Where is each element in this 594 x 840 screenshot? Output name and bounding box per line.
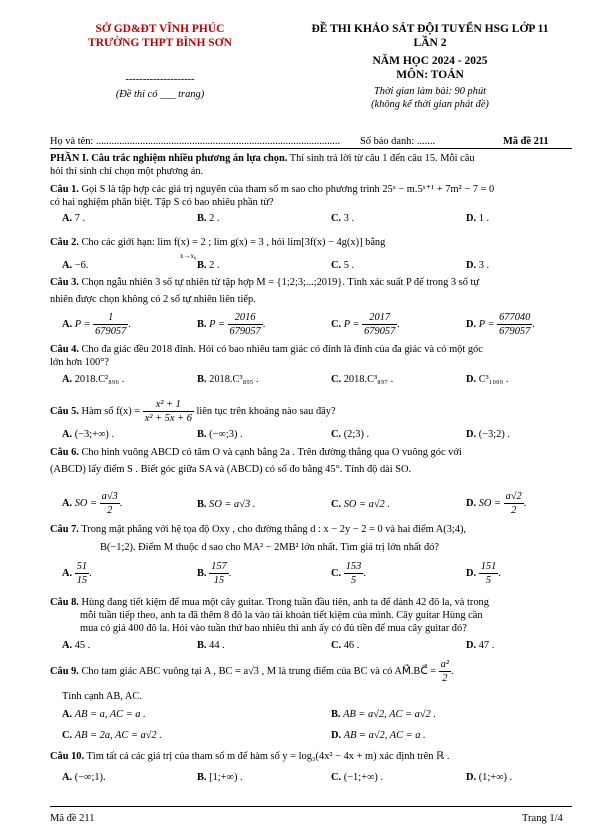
numerator: x² + 1 bbox=[143, 398, 194, 412]
option-b[interactable]: P = bbox=[209, 318, 225, 330]
option-letter: A. bbox=[62, 772, 73, 783]
option-d[interactable]: 47 . bbox=[478, 640, 495, 651]
option-letter: C. bbox=[331, 567, 342, 579]
fraction bbox=[143, 398, 194, 425]
option-letter: B. bbox=[331, 709, 341, 720]
question-text: nhiên được chọn không có 2 số tự nhiên liên tiếp. bbox=[50, 294, 256, 305]
option-letter: A. bbox=[62, 640, 73, 651]
option-b[interactable]: 2 . bbox=[209, 260, 220, 271]
question-5 bbox=[50, 398, 572, 425]
option-letter: D. bbox=[466, 213, 477, 224]
question-number: Câu 3. bbox=[50, 277, 79, 288]
question-10 bbox=[50, 750, 572, 763]
subject: MÔN: TOÁN bbox=[396, 69, 464, 82]
option-letter: D. bbox=[466, 318, 477, 330]
option-letter: B. bbox=[197, 772, 207, 783]
question-text: Gọi S là tập hợp các giá trị nguyên của tham số m sao cho phương trình 25ˣ − m.5ˣ⁺¹ + 7m² − 7 = 0 bbox=[78, 184, 495, 195]
option-letter: B. bbox=[197, 318, 207, 330]
option-letter: C. bbox=[331, 772, 342, 783]
option-c[interactable]: 46 . bbox=[343, 640, 360, 651]
question-number: Câu 2. bbox=[50, 237, 79, 248]
option-a[interactable]: 45 . bbox=[74, 640, 91, 651]
question-number: Câu 10. bbox=[50, 751, 85, 762]
question-text: có hai nghiệm phân biệt. Tập S có bao nhiêu phần tử? bbox=[50, 197, 274, 208]
exam-page: SỞ GD&ĐT VĨNH PHÚC TRƯỜNG THPT BÌNH SƠN -------------------- (Đề thi có ___ trang) ĐỀ THI KHẢO SÁT ĐỘI TUYỂN HSG LỚP 11 LẦN 2 NĂM HỌC 2024 - 2025 MÔN: TOÁN Thời gian làm bài: 90 phút (không kể thời gian phát đề) Họ và tên: .............................................................................................. Số báo danh: ....... Mã đề 211 PHẦN I. Câu trắc nghiệm nhiều phương án lựa chọn. Thí sinh trả lời từ câu 1 đến câu 15. Mỗi câu hỏi thí sinh chỉ chọn một phương án. Câu 1. Gọi S là tập hợp các giá trị nguyên của tham số m sao cho phương trình 25ˣ − m.5ˣ⁺¹ + 7m² − 7 = 0 có hai nghiệm phân biệt. Tập S có bao nhiêu phần tử? A. 7 . B. 2 . C. 3 . D. 1 . Câu 2. Cho các giới hạn: lim f(x) = 2 ; lim g(x) = 3 , hỏi lim[3f(x) − 4g(x)] bằng x→x₀ A. −6. B. 2 . C. 5 . D. 3 . Câu 3. Chọn ngẫu nhiên 3 số tự nhiên từ tập hợp M = {1;2;3;...;2019}. Tính xác suất P để trong 3 số tự nhiên được chọn không có 2 số tự nhiên liên tiếp. A. P = $\frac{1}{679057}$ . B. P = $\frac{2016}{679057}$ . C. P = $\frac{2017}{679057}$ . D. P = $\frac{677040}{679057}$ . Câu 4. Cho đa giác đều 2018 đỉnh. Hỏi có bao nhiêu tam giác có đỉnh là đỉnh của đa giác và có một góc lớn hơn 100°? A. 2018.C²₈₉₆ . B. 2018.C³₈₉₅ . C. 2018.C³₈₉₇ . D. C³₁₀₀₉ . Câu 5. Hàm số f(x) = $\frac{\text{x² + 1}}{\text{x² + 5x + 6}}$ liên tục trên khoảng nào sau đây? A. (−3;+∞) . B. (−∞;3) . C. (2;3) . D. (−3;2) . Câu 6. Cho hình vuông ABCD có tâm O và cạnh bằng 2a . Trên đường thẳng qua O vuông góc với (ABCD) lấy điểm S . Biết góc giữa SA và (ABCD) có số đo bằng 45°. Tính độ dài SO. A. SO = $\frac{a√3}{2}$ . B. SO = a√3 . C. SO = a√2 . D. SO = $\frac{a√2}{2}$ . Câu 7. Trong mặt phẳng với hệ tọa độ Oxy , cho đường thẳng d : x − 2y − 2 = 0 và hai điểm A(3;4), B(−1;2). Điểm M thuộc d sao cho MA² − 2MB² lớn nhất. Tìm giá trị lớn nhất đó? A. $\frac{51}{15}$ . B. $\frac{157}{15}$ . C. $\frac{153}{5}$ . D. $\frac{151}{5}$ . Câu 8. Hùng đang tiết kiệm để mua một cây guitar. Trong tuần đầu tiên, anh ta để dành 42 đô la, và trong mỗi tuần tiếp theo, anh ta đã thêm 8 đô la vào tài khoản tiết kiệm của mình. Cây guitar Hùng cần mua có giá 400 đô la. Hỏi vào tuần thứ bao nhiêu thì anh ấy có đủ tiền để mua cây guitar đó? A. 45 . B. 44 . C. 46 . D. 47 . Câu 9. Cho tam giác ABC vuông tại A , BC = a√3 , M là trung điểm của BC và có AM⃗.BC⃗ = $\frac{\text{a²}}{2}$ . Tính cạnh AB, AC. A. AB = a, AC = a . B. AB = a√2, AC = a√2 . C. AB = 2a, AC = a√2 . D. AB = a√2, AC = a . Câu 10. Tìm tất cả các giá trị của tham số m để hàm số y = log₃(4x² − 4x + m) xác định trên ℝ . A. (−∞;1). B. [1;+∞) . C. (−1;+∞) . D. (1;+∞) . Mã đề 211 Trang 1/4 bbox=[0, 0, 594, 840]
question-2 bbox=[50, 236, 572, 262]
option-letter: A. bbox=[62, 318, 73, 330]
denominator: 5 bbox=[485, 575, 492, 586]
dash-line: -------------------- bbox=[125, 73, 195, 85]
denominator: x² + 5x + 6 bbox=[144, 413, 192, 424]
part-heading bbox=[50, 152, 572, 178]
option-a[interactable]: −6. bbox=[74, 260, 89, 271]
numerator: 677040 bbox=[499, 312, 531, 323]
option-c[interactable] bbox=[344, 560, 364, 587]
option-b[interactable]: (−∞;3) . bbox=[209, 429, 243, 440]
numerator: a√3 bbox=[101, 491, 118, 502]
option-d[interactable]: AB = a√2, AC = a . bbox=[343, 730, 426, 741]
option-a[interactable] bbox=[75, 560, 89, 587]
question-text: Cho tam giác ABC vuông tại A , BC = a√3 , M là trung điểm của BC và có AM⃗.BC⃗ = bbox=[78, 665, 437, 677]
option-letter: A. bbox=[62, 260, 73, 271]
option-b[interactable]: AB = a√2, AC = a√2 . bbox=[343, 709, 436, 720]
option-b[interactable]: 44 . bbox=[209, 640, 225, 651]
option-letter: D. bbox=[466, 640, 477, 651]
question-number: Câu 6. bbox=[50, 447, 79, 458]
numerator: a√2 bbox=[505, 491, 522, 502]
option-letter: B. bbox=[197, 213, 207, 224]
question-number: Câu 9. bbox=[50, 665, 79, 677]
option-letter: A. bbox=[62, 429, 73, 440]
question-9: Câu 9. Cho tam giác ABC vuông tại A , BC = a√3 , M là trung điểm của BC và có AM⃗.BC⃗ = $\frac{\text{a²}}{2}$ . bbox=[50, 659, 454, 684]
option-a[interactable]: 7 . bbox=[74, 213, 86, 224]
option-d[interactable]: SO = bbox=[478, 497, 502, 509]
question-text: B(−1;2). Điểm M thuộc d sao cho MA² − 2MB² lớn nhất. Tìm giá trị lớn nhất đó? bbox=[100, 542, 439, 553]
pages-note: (Đề thi có ___ trang) bbox=[115, 88, 205, 100]
question-text: mỗi tuần tiếp theo, anh ta đã thêm 8 đô la vào tài khoản tiết kiệm của mình. Cây guitar Hùng cần bbox=[80, 610, 483, 621]
part-instruction-2: hỏi thí sinh chỉ chọn một phương án. bbox=[50, 166, 204, 177]
question-text: (ABCD) lấy điểm S . Biết góc giữa SA và (ABCD) có số đo bằng 45°. Tính độ dài SO. bbox=[50, 464, 412, 475]
header-divider bbox=[50, 148, 572, 149]
denominator: 15 bbox=[76, 575, 88, 586]
question-number: Câu 4. bbox=[50, 344, 79, 355]
question-number: Câu 5. bbox=[50, 405, 79, 417]
question-3 bbox=[50, 276, 572, 306]
denominator: 2 bbox=[107, 505, 113, 516]
option-letter: A. bbox=[62, 709, 73, 720]
numerator: 153 bbox=[345, 561, 362, 572]
student-id-line: Số báo danh: ....... bbox=[360, 136, 436, 147]
option-d[interactable]: 3 . bbox=[478, 260, 490, 271]
question-number: Câu 1. bbox=[50, 184, 79, 195]
option-a[interactable]: P = bbox=[74, 318, 91, 330]
part-title: PHẦN I. Câu trắc nghiệm nhiều phương án lựa chọn. bbox=[50, 153, 288, 164]
option-c[interactable]: 2018.C³₈₉₇ . bbox=[343, 374, 394, 385]
fraction bbox=[439, 658, 451, 685]
denominator: 2 bbox=[511, 505, 517, 516]
option-letter: B. bbox=[197, 374, 207, 385]
option-a[interactable]: SO = bbox=[74, 497, 98, 509]
denominator: 679057 bbox=[229, 326, 261, 337]
option-letter: D. bbox=[466, 497, 477, 509]
option-c[interactable]: AB = 2a, AC = a√2 . bbox=[74, 730, 162, 741]
exam-round: LẦN 2 bbox=[413, 37, 447, 50]
fraction bbox=[228, 311, 263, 338]
question-text: Hùng đang tiết kiệm để mua một cây guitar. Trong tuần đầu tiên, anh ta để dành 42 đô la, và trong bbox=[78, 597, 489, 608]
time-limit: Thời gian làm bài: 90 phút bbox=[373, 85, 487, 97]
option-d[interactable] bbox=[479, 560, 499, 587]
option-letter: D. bbox=[331, 730, 342, 741]
option-letter: D. bbox=[466, 772, 477, 783]
option-a[interactable]: (−∞;1). bbox=[74, 772, 106, 783]
question-text: Tìm tất cả các giá trị của tham số m để hàm số y = log₃(4x² − 4x + m) xác định trên ℝ . bbox=[84, 751, 450, 762]
question-text: lớn hơn 100°? bbox=[50, 357, 110, 368]
numerator: 157 bbox=[211, 561, 227, 572]
option-c[interactable]: 3 . bbox=[343, 213, 355, 224]
denominator: 679057 bbox=[95, 326, 127, 337]
option-letter: C. bbox=[331, 260, 342, 271]
time-note: (không kể thời gian phát đề) bbox=[371, 98, 489, 110]
denominator: 5 bbox=[350, 575, 357, 586]
option-letter: C. bbox=[331, 640, 342, 651]
option-b[interactable]: SO = a√3 . bbox=[209, 499, 256, 510]
option-d[interactable]: P = bbox=[478, 318, 495, 330]
denominator: 679057 bbox=[364, 326, 396, 337]
option-letter: D. bbox=[466, 567, 477, 579]
question-text: Cho đa giác đều 2018 đỉnh. Hỏi có bao nhiêu tam giác có đỉnh là đỉnh của đa giác và có một góc bbox=[78, 344, 483, 355]
option-letter: A. bbox=[62, 567, 73, 579]
option-letter: A. bbox=[62, 374, 73, 385]
option-d[interactable]: (1;+∞) . bbox=[478, 772, 513, 783]
denominator: 2 bbox=[442, 673, 448, 684]
option-letter: B. bbox=[197, 567, 207, 579]
question-7 bbox=[50, 523, 572, 554]
exam-title: ĐỀ THI KHẢO SÁT ĐỘI TUYỂN HSG LỚP 11 bbox=[311, 23, 549, 35]
option-letter: C. bbox=[331, 213, 342, 224]
question-text: liên tục trên khoảng nào sau đây? bbox=[193, 405, 336, 417]
option-letter: C. bbox=[62, 730, 73, 741]
footer-divider bbox=[50, 806, 572, 807]
footer-page: Trang 1/4 bbox=[522, 813, 563, 824]
option-letter: B. bbox=[197, 260, 207, 271]
option-c[interactable]: P = bbox=[343, 318, 360, 330]
option-letter: B. bbox=[197, 499, 207, 510]
option-b[interactable] bbox=[209, 560, 229, 587]
denominator: 679057 bbox=[499, 326, 531, 337]
question-1 bbox=[50, 183, 572, 209]
question-text: Cho các giới hạn: lim f(x) = 2 ; lim g(x) = 3 , hỏi lim[3f(x) − 4g(x)] bằng bbox=[78, 237, 386, 248]
option-letter: B. bbox=[197, 429, 207, 440]
question-text: Trong mặt phẳng với hệ tọa độ Oxy , cho đường thẳng d : x − 2y − 2 = 0 và hai điểm A(3;4), bbox=[78, 524, 467, 535]
option-a[interactable]: (−3;+∞) . bbox=[74, 429, 115, 440]
option-letter: C. bbox=[331, 499, 342, 510]
school-year: NĂM HỌC 2024 - 2025 bbox=[372, 54, 488, 67]
option-letter: C. bbox=[331, 374, 342, 385]
numerator: 2017 bbox=[362, 311, 397, 325]
option-d[interactable]: 1 . bbox=[478, 213, 490, 224]
fraction bbox=[100, 490, 120, 517]
header-left bbox=[40, 22, 280, 101]
numerator: 1 bbox=[93, 311, 128, 325]
limit-subscript: x→x₀ bbox=[180, 252, 197, 260]
question-6 bbox=[50, 446, 572, 476]
option-c[interactable]: (−1;+∞) . bbox=[343, 772, 384, 783]
option-b[interactable]: [1;+∞) . bbox=[209, 772, 243, 783]
numerator: 2016 bbox=[228, 311, 263, 325]
fraction bbox=[93, 311, 128, 338]
question-text: Cho hình vuông ABCD có tâm O và cạnh bằng 2a . Trên đường thẳng qua O vuông góc với bbox=[78, 447, 462, 458]
dept-name: SỞ GD&ĐT VĨNH PHÚC bbox=[95, 23, 225, 35]
option-letter: A. bbox=[62, 213, 73, 224]
question-number: Câu 8. bbox=[50, 597, 79, 608]
student-name-line: Họ và tên: .............................................................................................. bbox=[50, 136, 341, 147]
question-text: mua có giá 400 đô la. Hỏi vào tuần thứ bao nhiêu thì anh ấy có đủ tiền để mua cây guitar đó? bbox=[80, 623, 467, 634]
option-letter: C. bbox=[331, 429, 342, 440]
option-a[interactable]: AB = a, AC = a . bbox=[74, 709, 146, 720]
option-letter: B. bbox=[197, 640, 207, 651]
option-c[interactable]: 5 . bbox=[343, 260, 355, 271]
option-letter: A. bbox=[62, 497, 73, 509]
option-letter: D. bbox=[466, 429, 477, 440]
question-number: Câu 7. bbox=[50, 524, 79, 535]
denominator: 15 bbox=[213, 575, 225, 586]
school-name: TRƯỜNG THPT BÌNH SƠN bbox=[88, 37, 232, 50]
question-text: Chọn ngẫu nhiên 3 số tự nhiên từ tập hợp M = {1;2;3;...;2019}. Tính xác suất P để trong 3 số tự bbox=[78, 277, 480, 288]
option-d[interactable]: C³₁₀₀₉ . bbox=[478, 374, 509, 385]
header-right bbox=[290, 22, 570, 111]
part-instruction: Thí sinh trả lời từ câu 1 đến câu 15. Mỗi câu bbox=[287, 153, 475, 164]
option-letter: C. bbox=[331, 318, 342, 330]
option-a[interactable]: 2018.C²₈₉₆ . bbox=[74, 374, 125, 385]
option-c[interactable]: (2;3) . bbox=[343, 429, 370, 440]
option-d[interactable]: (−3;2) . bbox=[478, 429, 510, 440]
fraction bbox=[504, 490, 524, 517]
option-b[interactable]: 2 . bbox=[209, 213, 220, 224]
numerator: a² bbox=[440, 659, 449, 670]
option-letter: D. bbox=[466, 374, 477, 385]
numerator: 51 bbox=[76, 561, 88, 572]
fraction bbox=[362, 311, 397, 338]
option-letter: D. bbox=[466, 260, 477, 271]
exam-code: Mã đề 211 bbox=[503, 136, 549, 147]
question-8 bbox=[50, 596, 572, 635]
footer-code: Mã đề 211 bbox=[50, 813, 95, 824]
question-text: Hàm số f(x) = bbox=[78, 405, 141, 417]
fraction bbox=[497, 311, 532, 338]
question-4 bbox=[50, 343, 572, 369]
question-9-line2: Tính cạnh AB, AC. bbox=[62, 691, 142, 702]
option-c[interactable]: SO = a√2 . bbox=[343, 499, 390, 510]
numerator: 151 bbox=[480, 561, 497, 572]
option-b[interactable]: 2018.C³₈₉₅ . bbox=[209, 374, 259, 385]
